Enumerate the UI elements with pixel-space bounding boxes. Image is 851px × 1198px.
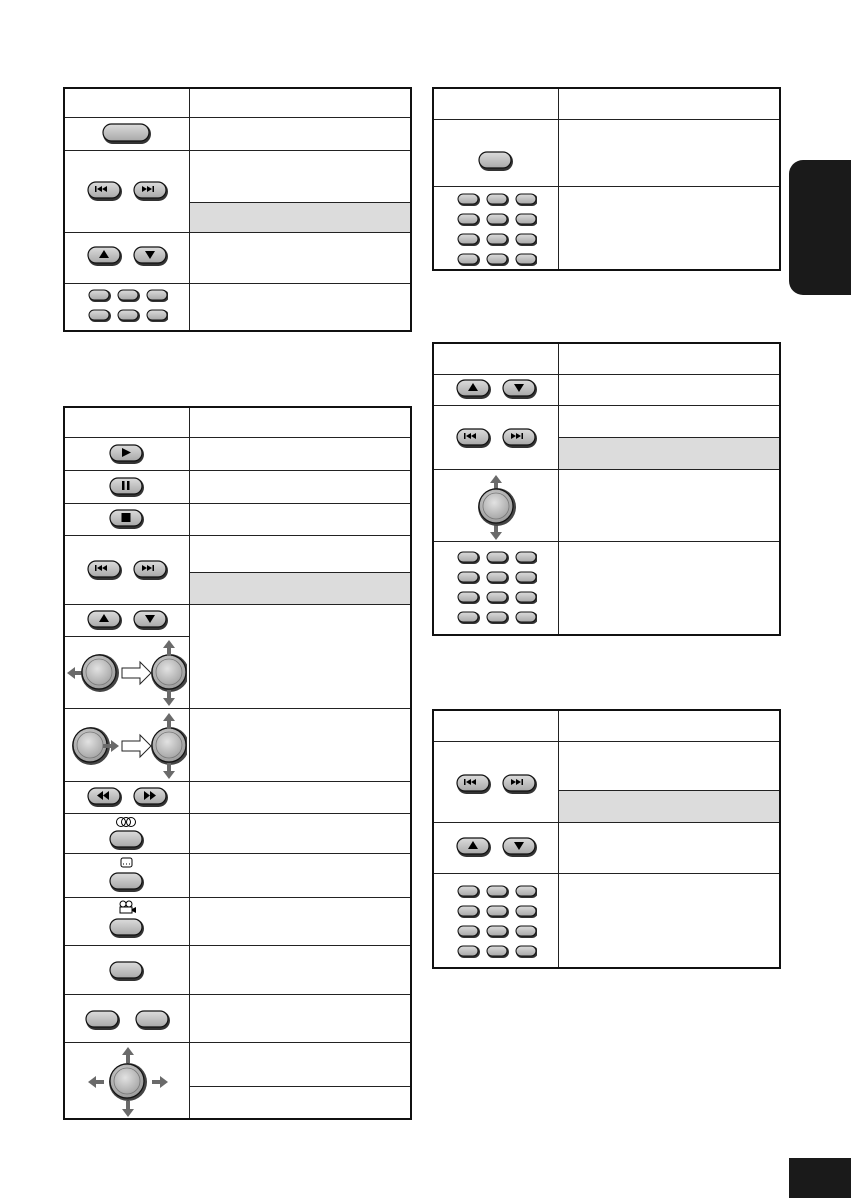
number-keys-icon [88, 289, 168, 325]
number-keys-icon [457, 551, 537, 627]
number-keys-icon [457, 193, 537, 269]
play-icon [109, 444, 149, 466]
multi-joystick-icon [87, 1046, 169, 1118]
section-tab-marker [789, 160, 851, 295]
multi-joystick-icon [67, 640, 187, 706]
table-bottom-right [432, 709, 781, 969]
table-top-right [432, 87, 781, 271]
up-down-icon [87, 246, 169, 270]
prev-next-icon [456, 428, 538, 452]
button-icon [109, 961, 149, 983]
prev-next-icon [456, 774, 538, 798]
rewind-ff-icon [87, 787, 169, 811]
page-number-box [789, 1158, 851, 1198]
pause-icon [109, 477, 149, 499]
prev-next-icon [87, 560, 169, 584]
button-icon [102, 123, 154, 147]
multi-joystick-icon [474, 474, 520, 540]
table-top-left [63, 87, 412, 332]
stop-icon [109, 509, 149, 531]
up-down-icon [87, 610, 169, 634]
multi-joystick-icon [67, 713, 187, 779]
button-icon [85, 1010, 171, 1034]
prev-next-icon [87, 181, 169, 205]
angle-icon [109, 900, 149, 942]
table-bottom-left [63, 406, 412, 1120]
audio-icon [109, 816, 149, 852]
table-middle-right [432, 342, 781, 636]
up-down-icon [456, 379, 538, 403]
subtitle-icon [109, 857, 149, 895]
number-keys-icon [457, 885, 537, 961]
button-icon [478, 151, 518, 173]
up-down-icon [456, 837, 538, 861]
